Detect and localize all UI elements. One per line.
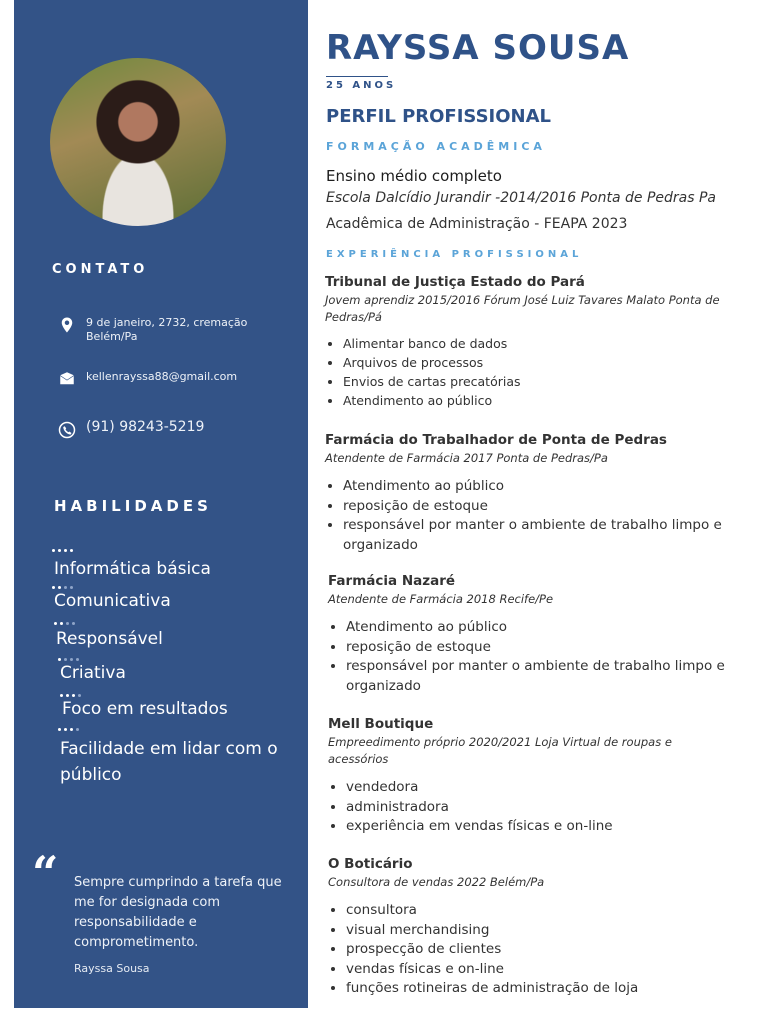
job-title: Farmácia Nazaré: [328, 573, 456, 589]
location-pin-icon: [58, 316, 76, 334]
skill-level-dots: [58, 728, 79, 731]
skill-dot: [64, 549, 67, 552]
job-duties: [328, 901, 738, 999]
email-text[interactable]: kellenrayssa88@gmail.com: [86, 370, 238, 383]
job-duties: [328, 618, 738, 696]
skill-label: Foco em resultados: [62, 699, 228, 719]
name-divider: [326, 76, 388, 77]
phone-text[interactable]: (91) 98243-5219: [86, 419, 205, 435]
phone-row: [58, 420, 204, 440]
skill-dot: [52, 549, 55, 552]
email-row: [58, 370, 237, 388]
profile-photo: [50, 58, 226, 226]
address-text: 9 de janeiro, 2732, cremação Belém/Pa: [86, 316, 248, 343]
skill-dot: [76, 728, 79, 731]
skill-dot: [70, 728, 73, 731]
job-duty-item: • experiência em vendas físicas e on-line: [346, 817, 738, 837]
job-entry: [328, 573, 738, 696]
contact-heading: CONTATO: [52, 262, 149, 277]
candidate-name: RAYSSA SOUSA: [326, 28, 630, 68]
skill-dot: [66, 622, 69, 625]
job-duty-item: • reposição de estoque: [343, 497, 735, 517]
skill-label: Comunicativa: [54, 591, 171, 611]
job-duties: [325, 334, 735, 410]
job-duties: [325, 477, 735, 555]
job-duty-item: • Atendimento ao público: [346, 618, 738, 638]
job-entry: [325, 432, 735, 555]
skill-level-dots: [52, 549, 73, 552]
job-title: Tribunal de Justiça Estado do Pará: [325, 274, 585, 290]
job-duty-item: • prospecção de clientes: [346, 940, 738, 960]
job-subtitle: Consultora de vendas 2022 Belém/Pa: [328, 875, 545, 889]
sidebar: [14, 0, 308, 1008]
job-duty-item: • administradora: [346, 798, 738, 818]
quote-author: Rayssa Sousa: [74, 962, 150, 975]
experience-heading: EXPERIÊNCIA PROFISSIONAL: [326, 249, 583, 260]
job-entry: [328, 716, 738, 837]
skill-dot: [72, 622, 75, 625]
mail-icon: [58, 370, 76, 388]
candidate-age: 25 ANOS: [326, 80, 397, 91]
job-duty-item: • Envios de cartas precatórias: [343, 372, 735, 391]
skill-label: Responsável: [56, 629, 163, 649]
skill-dot: [60, 622, 63, 625]
job-duty-item: • consultora: [346, 901, 738, 921]
skill-dot: [64, 728, 67, 731]
phone-icon: [58, 420, 76, 440]
education-college: Acadêmica de Administração - FEAPA 2023: [326, 216, 628, 232]
education-school: Escola Dalcídio Jurandir -2014/2016 Ponta de Pedras Pa: [326, 190, 717, 206]
job-duty-item: • responsável por manter o ambiente de trabalho limpo e organizado: [343, 516, 735, 555]
job-duty-item: • reposição de estoque: [346, 638, 738, 658]
job-title: O Boticário: [328, 856, 413, 872]
job-title: Mell Boutique: [328, 716, 434, 732]
job-entry: [328, 856, 738, 999]
quote-icon: “: [32, 846, 59, 900]
job-duty-item: • Atendimento ao público: [343, 391, 735, 410]
job-duty-item: • Arquivos de processos: [343, 353, 735, 372]
address-row: [58, 316, 256, 344]
skill-dot: [70, 549, 73, 552]
education-title: Ensino médio completo: [326, 167, 502, 185]
quote-text: Sempre cumprindo a tarefa que me for designada com responsabilidade e comprometimento.: [74, 875, 282, 950]
profile-heading: PERFIL PROFISSIONAL: [326, 106, 552, 127]
skill-label: Criativa: [60, 663, 126, 683]
job-duty-item: • Atendimento ao público: [343, 477, 735, 497]
job-duty-item: • vendas físicas e on-line: [346, 960, 738, 980]
skill-dot: [58, 549, 61, 552]
skill-level-dots: [54, 622, 75, 625]
job-duty-item: • visual merchandising: [346, 921, 738, 941]
skills-heading: HABILIDADES: [54, 497, 212, 515]
job-duty-item: • responsável por manter o ambiente de trabalho limpo e organizado: [346, 657, 738, 696]
skill-label: Facilidade em lidar com o público: [60, 739, 278, 785]
job-subtitle: Atendente de Farmácia 2017 Ponta de Pedras/Pa: [325, 451, 608, 465]
job-entry: [325, 274, 735, 410]
job-duty-item: • vendedora: [346, 778, 738, 798]
education-heading: FORMAÇÃO ACADÊMICA: [326, 140, 546, 153]
job-duties: [328, 778, 738, 837]
job-subtitle: Atendente de Farmácia 2018 Recife/Pe: [328, 592, 554, 606]
skill-label: Informática básica: [54, 559, 211, 579]
job-title: Farmácia do Trabalhador de Ponta de Pedras: [325, 432, 667, 448]
skill-dot: [54, 622, 57, 625]
skill-dot: [58, 728, 61, 731]
job-duty-item: • Alimentar banco de dados: [343, 334, 735, 353]
job-subtitle: Empreedimento próprio 2020/2021 Loja Virtual de roupas e acessórios: [328, 735, 672, 766]
job-duty-item: • funções rotineiras de administração de loja: [346, 979, 738, 999]
job-subtitle: Jovem aprendiz 2015/2016 Fórum José Luiz Tavares Malato Ponta de Pedras/Pá: [325, 293, 720, 324]
